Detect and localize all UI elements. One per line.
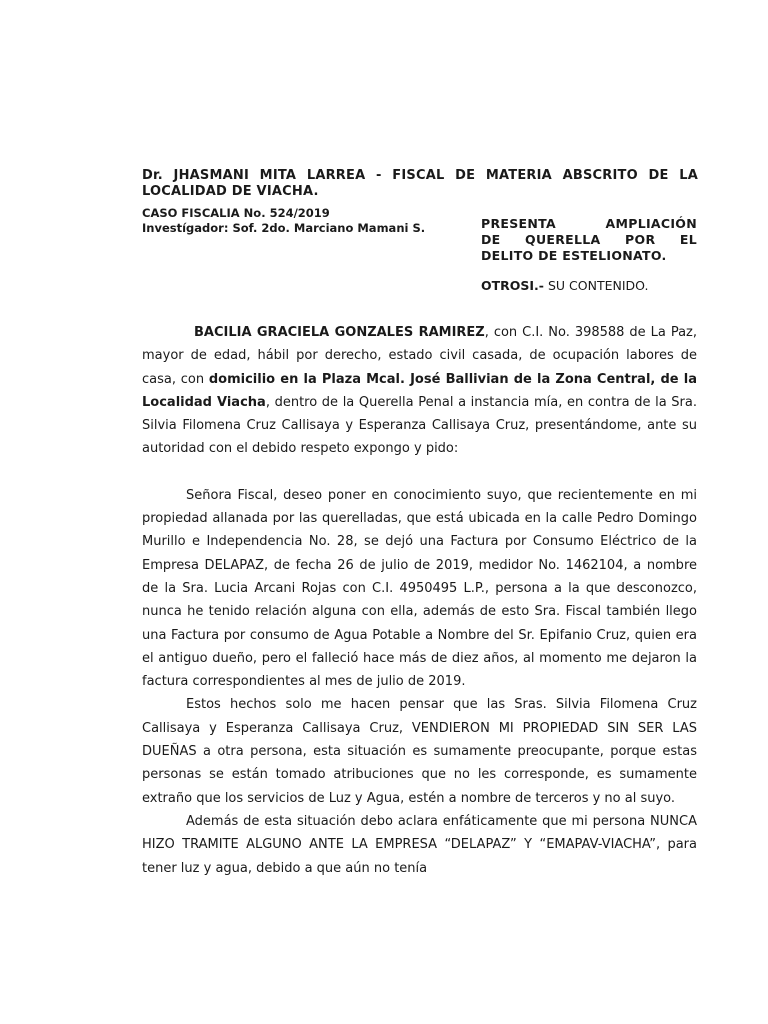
petitioner-name: BACILIA GRACIELA GONZALES RAMIREZ [194, 325, 485, 340]
paragraph-facts: Señora Fiscal, deseo poner en conocimiento suyo, que recientemente en mi propiedad allanada por las querelladas, que está ubicada en la calle Pedro Domingo Murillo e Independencia No. 28, se dejó una Factura por Consumo Eléctrico de la Empresa DELAPAZ, de fecha 26 de julio de 2019, medidor No. 1462104, a nombre de la Sra. Lucia Arcani Rojas con C.I. 4950495 L.P., persona a la que desconozco, nunca he tenido relación alguna con ella, además de esto Sra. Fiscal también llego una Factura por consumo de Agua Potable a Nombre del Sr. Epifanio Cruz, quien era el antiguo dueño, pero el falleció hace más de diez años, al momento me dejaron la factura correspondientes al mes de julio de 2019. [142, 487, 697, 690]
investigator: Investígador: Sof. 2do. Marciano Mamani S. [142, 221, 426, 235]
addressee-heading: Dr. JHASMANI MITA LARREA - FISCAL DE MATERIA ABSCRITO DE LA LOCALIDAD DE VIACHA. [142, 168, 698, 199]
intro-text-a: , con C.I. No. 398588 de La Paz, mayor de edad, hábil por derecho, estado civil casada, de ocupación labores de casa, con [142, 325, 697, 387]
sumilla [481, 216, 697, 264]
case-number: CASO FISCALIA No. 524/2019 [142, 206, 330, 220]
sumilla-line-1: PRESENTA AMPLIACIÓN [481, 216, 697, 231]
paragraph-clarification: Además de esta situación debo aclara enfáticamente que mi persona NUNCA HIZO TRAMITE ALGUNO ANTE LA EMPRESA “DELAPAZ” Y “EMAPAV-VIACHA”, para tener luz y agua, debido a que aún no tenía [142, 813, 697, 876]
paragraph-sale: Estos hechos solo me hacen pensar que las Sras. Silvia Filomena Cruz Callisaya y Esperanza Callisaya Cruz, VENDIERON MI PROPIEDAD SIN SER LAS DUEÑAS a otra persona, esta situación es sumamente preocupante, porque estas personas se están tomado atribuciones que no les corresponde, es sumamente extraño que los servicios de Luz y Agua, estén a nombre de terceros y no al suyo. [142, 697, 697, 806]
case-info [142, 206, 425, 236]
sumilla-line-3: DELITO DE ESTELIONATO. [481, 248, 667, 263]
otrosi-label: OTROSI.- [481, 278, 544, 293]
paragraph-intro [142, 321, 697, 461]
otrosi-text: SU CONTENIDO. [544, 278, 649, 293]
petitioner-domicile: domicilio en la Plaza Mcal. José Ballivian de la Zona Central, de la Localidad Viacha [142, 371, 697, 410]
otrosi [481, 278, 648, 294]
intro-text-b: , dentro de la Querella Penal a instancia mía, en contra de la Sra. Silvia Filomena Cruz Callisaya y Esperanza Callisaya Cruz, presentándome, ante su autoridad con el debido respeto expongo y pido: [142, 394, 697, 457]
sumilla-line-2: DE QUERELLA POR EL [481, 232, 697, 247]
document-body [142, 321, 697, 880]
